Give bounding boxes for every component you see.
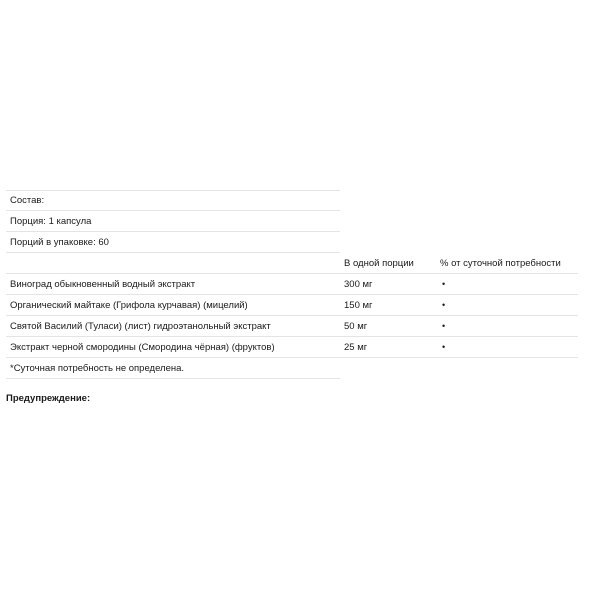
ingredient-row (6, 274, 578, 295)
serving-size: Порция: 1 капсула (10, 215, 92, 227)
ingredient-row (6, 316, 578, 337)
ingredient-amount: 300 мг (344, 278, 373, 290)
servings-per-container-row (6, 232, 340, 253)
ingredient-row (6, 295, 578, 316)
ingredient-dv: • (442, 279, 446, 289)
ingredient-dv: • (442, 300, 446, 310)
ingredient-dv: • (442, 342, 446, 352)
ingredient-name: Органический майтаке (Грифола курчавая) (мицелий) (10, 299, 248, 311)
ingredient-amount: 25 мг (344, 341, 368, 353)
servings-per-container: Порций в упаковке: 60 (10, 236, 109, 248)
supplement-facts (6, 190, 578, 379)
composition-row (6, 190, 340, 211)
ingredient-name: Святой Василий (Туласи) (лист) гидроэтанольный экстракт (10, 320, 271, 332)
ingredient-row (6, 337, 578, 358)
composition-label: Состав: (10, 195, 45, 206)
header-row (6, 253, 578, 274)
warning-label: Предупреждение: (6, 393, 91, 404)
ingredient-dv: • (442, 321, 446, 331)
ingredient-amount: 50 мг (344, 320, 368, 332)
header-amount: В одной порции (344, 257, 414, 269)
header-daily-value: % от суточной потребности (440, 257, 561, 269)
footnote-row (6, 358, 340, 379)
ingredient-name: Виноград обыкновенный водный экстракт (10, 278, 196, 290)
footnote: *Суточная потребность не определена. (10, 362, 185, 374)
serving-size-row (6, 211, 340, 232)
ingredient-name: Экстракт черной смородины (Смородина чёрная) (фруктов) (10, 341, 275, 353)
ingredient-amount: 150 мг (344, 299, 373, 311)
